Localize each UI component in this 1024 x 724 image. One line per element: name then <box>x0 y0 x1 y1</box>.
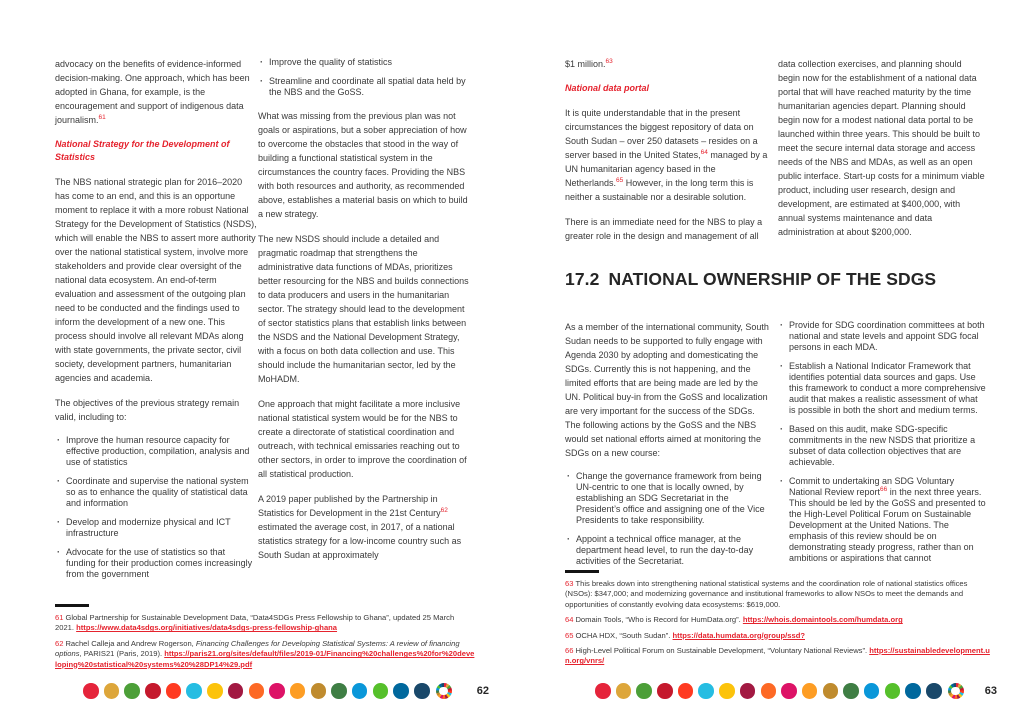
left-page-column-1 <box>55 57 257 591</box>
list-item: · Improve the quality of statistics <box>258 57 470 68</box>
footnote-number: 64 <box>565 615 574 625</box>
left-page-footnotes <box>55 604 475 675</box>
sdg-dot <box>781 683 797 699</box>
paragraph-text: It is quite understandable that in the present circumstances the biggest repository of data on South Sudan – over 250 datasets – resides on a server based in the United States, <box>565 108 758 160</box>
sdg-dot-row <box>83 683 452 699</box>
footnote-ref-66: 66 <box>880 486 888 493</box>
list-item: · Improve the human resource capacity for effective production, compilation, analysis and use of statistics <box>55 435 257 468</box>
footnote-64 <box>565 615 990 625</box>
sdg-dot <box>352 683 368 699</box>
footnote-link[interactable]: https://paris21.org/sites/default/files/2019-01/Financing%20challenges%20for%20developing%20statistical%20systems%20%28DP14%29.pdf <box>55 649 475 669</box>
paragraph: The objectives of the previous strategy remain valid, including to: <box>55 398 240 422</box>
section-heading-17-2 <box>565 268 1000 290</box>
section-title: NATIONAL OWNERSHIP OF THE SDGS <box>608 269 937 289</box>
sdg-dot <box>740 683 756 699</box>
list-item: · Based on this audit, make SDG-specific commitments in the new NSDS that prioritize a subset of data collection objectives that are achievable. <box>778 424 986 468</box>
sdg-dot <box>678 683 694 699</box>
paragraph: The new NSDS should include a detailed and pragmatic roadmap that strengthens the administrative data functions of MDAs, prioritizes better resourcing for the NBS and builds connections to data producers and users in the humanitarian sector. The strategy should lead to the development of sector statistics plans that establish links between the NSDS and the National Development Strategy, with a focus on both data collection and use. This should include the humanitarian sector, led by the MoHADM. <box>258 234 469 384</box>
footnote-link[interactable]: https://sustainabledevelopment.un.org/vnrs/ <box>565 646 990 666</box>
paragraph-text: A 2019 paper published by the Partnership in Statistics for Development in the 21st Century <box>258 494 441 518</box>
paragraph: There is an immediate need for the NBS to play a greater role in the design and management of all <box>565 217 763 241</box>
footnote-link[interactable]: https://whois.domaintools.com/humdata.org <box>742 615 903 625</box>
footnote-number: 63 <box>565 579 574 588</box>
sdg-dot <box>885 683 901 699</box>
right-page-column-2-bottom <box>778 320 986 575</box>
paragraph <box>55 57 257 127</box>
sdg-dot <box>843 683 859 699</box>
footnote-number: 65 <box>565 630 574 640</box>
paragraph-text: advocacy on the benefits of evidence-informed decision-making. One approach, which has been adopted in Ghana, for example, is the encouragement and support of indigenous data journalism. <box>55 59 250 125</box>
sdg-dot <box>657 683 673 699</box>
sdg-dot <box>331 683 347 699</box>
objectives-list-continued <box>258 57 470 98</box>
footnote-63 <box>565 579 990 610</box>
sdg-dot <box>124 683 140 699</box>
footnote-rule <box>55 604 89 607</box>
footnote-number: 62 <box>55 638 64 648</box>
sdg-dot <box>823 683 839 699</box>
list-item: · Develop and modernize physical and ICT infrastructure <box>55 517 257 539</box>
sdg-dot <box>802 683 818 699</box>
paragraph: As a member of the international community, South Sudan needs to be supported to fully engage with Agenda 2030 by adopting and domesticating the SDGs. Currently this is not happening, and the limited efforts that are being made are led by the UN. Political buy-in from the GoSS and localization are very important for the success of the SDGs. The following actions by the GoSS and the NBS would set national efforts aimed at monitoring the SDGs on a new course: <box>565 322 769 458</box>
sdg-dot <box>228 683 244 699</box>
list-item: · Establish a National Indicator Framework that identifies potential data sources and gaps. Use this framework to conduct a more comprehensive audit that makes a realistic assessment of what is possible in both the short and medium terms. <box>778 361 986 416</box>
footnote-number: 61 <box>55 613 64 622</box>
page-number: 62 <box>476 685 489 697</box>
paragraph-text: estimated the average cost, in 2017, of a national statistics strategy for a low-income country such as South Sudan at approximately <box>258 522 462 560</box>
sdg-dot <box>393 683 409 699</box>
sdg-dot <box>905 683 921 699</box>
left-page-column-2 <box>258 57 470 573</box>
list-item-text: Commit to undertaking an SDG Voluntary National Review report <box>789 476 955 497</box>
sdg-dot <box>290 683 306 699</box>
list-item: · Coordinate and supervise the national system so as to enhance the quality of statistical data and information <box>55 476 257 509</box>
footnote-ref-61: 61 <box>98 114 106 121</box>
paragraph: One approach that might facilitate a more inclusive national statistical system would be for the NBS to create a directorate of statistical coordination and outreach, with technical emissaries reaching out to other sectors, in order to improve the coordination of all statistical production. <box>258 399 467 479</box>
paragraph: What was missing from the previous plan was not goals or aspirations, but a sober appreciation of how to overcome the obstacles that stood in the way of building a functional statistical system in the circumstances the country faces. Providing the NBS with both resources and authority, as recommended above, establishes a material basis on which to build a new strategy. <box>258 111 468 219</box>
footnote-text: , PARIS21 (Paris, 2019). <box>79 649 165 659</box>
sdg-dot <box>145 683 161 699</box>
paragraph <box>258 492 470 562</box>
sdg-dot <box>414 683 430 699</box>
sdg-dot <box>636 683 652 699</box>
footnote-62 <box>55 639 475 670</box>
sdg-dot <box>83 683 99 699</box>
section-number: 17.2 <box>565 269 600 289</box>
footnote-65 <box>565 631 990 641</box>
list-item <box>778 476 986 564</box>
right-page-footer <box>595 682 997 700</box>
list-item-text: in the next three years. This should be led by the GoSS and presented to the High-Level Political Forum on Sustainable Development at the United Nations. The emphasis of this review should be on demonstrating steady progress, rather than on ambitions or aspirations that cannot <box>789 487 986 563</box>
sdg-dot <box>595 683 611 699</box>
sdg-dot <box>166 683 182 699</box>
list-item: · Appoint a technical office manager, at the department head level, to run the day-to-day activities of the Secretariat. <box>565 534 772 567</box>
footnote-66 <box>565 646 990 667</box>
right-page-column-1-top <box>565 57 772 254</box>
sdg-actions-list <box>565 471 772 567</box>
footnote-text: OCHA HDX, “South Sudan”. <box>575 630 673 640</box>
page-number: 63 <box>984 685 997 697</box>
sdg-dot <box>373 683 389 699</box>
sdg-wheel-icon <box>436 683 452 699</box>
paragraph-text: However, in the long term this is neither a sustainable nor a desirable solution. <box>565 178 754 202</box>
sdg-dot <box>616 683 632 699</box>
sdg-wheel-icon <box>948 683 964 699</box>
objectives-list <box>55 435 257 580</box>
footnote-text: Rachel Calleja and Andrew Rogerson, <box>65 638 196 648</box>
footnote-link[interactable]: https://www.data4sdgs.org/initiatives/data4sdgs-press-fellowship-ghana <box>76 623 338 633</box>
paragraph <box>565 106 772 204</box>
sdg-dot <box>864 683 880 699</box>
footnote-text: This breaks down into strengthening national statistical systems and the coordination role of national statistics offices (NSOs): $347,000; and modernizing governance and institutional frameworks to allow NSOs to meet the demands and opportunities of constantly evolving data ecosystems: $619,000. <box>565 579 968 609</box>
sdg-dot <box>207 683 223 699</box>
right-page-footnotes <box>565 570 990 672</box>
footnote-link[interactable]: https://data.humdata.org/group/ssd? <box>672 630 805 640</box>
footnote-text: Global Partnership for Sustainable Development Data, “Data4SDGs Press Fellowship to Ghana”, updated 25 March 2021. <box>55 613 455 633</box>
sdg-dot-row <box>595 683 964 699</box>
footnote-rule <box>565 570 599 573</box>
subheading-national-strategy: National Strategy for the Development of Statistics <box>55 139 230 162</box>
left-page-footer <box>83 682 489 700</box>
paragraph: data collection exercises, and planning should begin now for the establishment of a national data portal that will have reached maturity by the time humanitarian agencies depart. Planning should begin now for a modest national data portal to be launched within three years. This should be built to meet the secure internal data storage and access needs of the NBS and MDAs, as well as an open public interface. Start-up costs for a minimum viable product, including user research, design and development, are estimated at $400,000, with annual systems maintenance and data administration at about $200,000. <box>778 59 985 237</box>
paragraph: The NBS national strategic plan for 2016–2020 has come to an end, and this is an opportune moment to replace it with a more robust National Strategy for the Development of Statistics (NSDS), which will enable the NBS to assert more authority over the national statistical system, involve more stakeholders and provide clear oversight of the national data ecosystem. An end-of-term evaluation and assessment of the outgoing plan need to be conducted and the findings used to inform the development of a new one. This process should involve all relevant MDAs along with state governments, the private sector, civil society, development partners, humanitarian agencies and academia. <box>55 177 257 383</box>
footnote-text: Domain Tools, “Who is Record for HumData.org”. <box>575 615 743 625</box>
list-item: · Change the governance framework from being UN-centric to one that is locally owned, by establishing an SDG Secretariat in the President’s office and assigning one of the Vice Presidents to take responsibility. <box>565 471 772 526</box>
footnote-ref-63: 63 <box>605 58 613 65</box>
footnote-ref-62: 62 <box>440 507 448 514</box>
sdg-dot <box>269 683 285 699</box>
list-item: · Advocate for the use of statistics so that funding for their production comes increasingly from the government <box>55 547 257 580</box>
paragraph <box>565 57 772 71</box>
footnote-number: 66 <box>565 646 574 656</box>
sdg-dot <box>926 683 942 699</box>
sdg-dot <box>249 683 265 699</box>
sdg-dot <box>719 683 735 699</box>
footnote-text: High-Level Political Forum on Sustainable Development, “Voluntary National Reviews”. <box>575 646 870 656</box>
right-page-column-2-top <box>778 57 986 250</box>
list-item: · Provide for SDG coordination committees at both national and state levels and appoint SDG focal persons in each MDA. <box>778 320 986 353</box>
sdg-dot <box>698 683 714 699</box>
footnote-ref-65: 65 <box>616 177 624 184</box>
sdg-dot <box>311 683 327 699</box>
sdg-dot <box>186 683 202 699</box>
footnote-italic-title: Financing Challenges for Developing Statistical Systems: A review of financing options <box>55 638 460 659</box>
paragraph-text: managed by a UN humanitarian agency based in the Netherlands. <box>565 150 768 188</box>
right-page-column-1-bottom <box>565 320 772 578</box>
footnote-61 <box>55 613 475 634</box>
paragraph-text: $1 million. <box>565 59 606 69</box>
sdg-dot <box>104 683 120 699</box>
footnote-ref-64: 64 <box>700 149 708 156</box>
subheading-national-data-portal: National data portal <box>565 83 650 93</box>
sdg-dot <box>761 683 777 699</box>
sdg-actions-list-continued <box>778 320 986 564</box>
list-item: · Streamline and coordinate all spatial data held by the NBS and the GoSS. <box>258 76 470 98</box>
